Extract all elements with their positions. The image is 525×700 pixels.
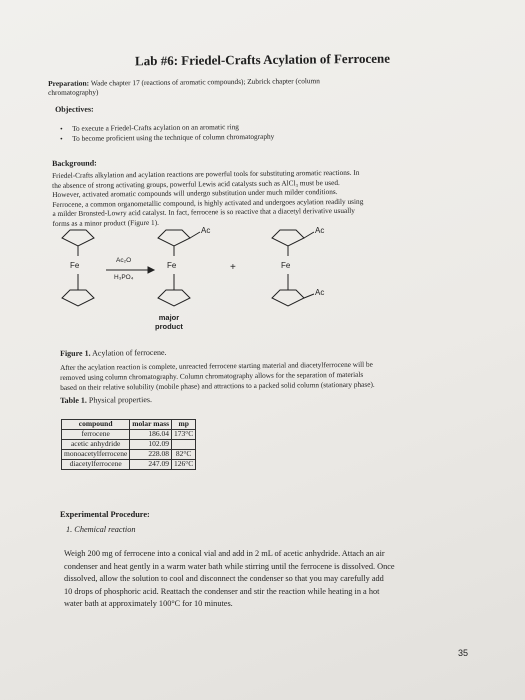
column-header: mp xyxy=(172,420,196,430)
preparation-text-line-1: Wade chapter 17 (reactions of aromatic compounds); Zubrick chapter (column xyxy=(90,76,320,88)
table-header-row xyxy=(62,420,196,430)
table-cell: ferrocene xyxy=(62,430,130,440)
physical-properties-table xyxy=(61,419,196,470)
text-line: removed using column chromatography. Column chromatography allows for the separation of materials xyxy=(60,369,364,382)
text-line: Weigh 200 mg of ferrocene into a conical vial and add in 2 mL of acetic anhydride. Attach an air xyxy=(64,549,385,558)
preparation-label: Preparation: xyxy=(48,78,90,88)
bullet-icon: • xyxy=(60,123,63,133)
table-cell: diacetylferrocene xyxy=(62,460,130,470)
bullet-icon: • xyxy=(60,133,63,143)
table-cell xyxy=(172,440,196,450)
table-cell: 82°C xyxy=(172,450,196,460)
text-line: a milder Bronsted-Lowry acid catalyst. In fact, ferrocene is so reactive that a diacetyl derivative usually xyxy=(52,206,355,219)
text-line: forms as a minor product (Figure 1). xyxy=(52,217,159,228)
acetyl-label: Ac xyxy=(315,288,325,297)
table-caption-text: Physical properties. xyxy=(88,395,153,405)
table-caption xyxy=(60,395,152,405)
acetyl-label: Ac xyxy=(201,226,211,235)
text-line: However, activated aromatic compounds will undergo substitution under much milder conditions. xyxy=(52,187,338,200)
figure-caption-label: Figure 1. xyxy=(60,348,91,358)
table-row xyxy=(62,440,196,450)
reagent-acetic-anhydride: Ac₂O xyxy=(116,257,132,264)
text-line: water bath at approximately 100°C for 10 minutes. xyxy=(64,599,233,608)
ferrocene-structures-drawing xyxy=(60,226,380,336)
page-number: 35 xyxy=(458,648,469,658)
table-cell: 173°C xyxy=(172,430,196,440)
major-label-line-2: product xyxy=(155,322,183,331)
plus-sign: + xyxy=(230,262,236,273)
chromatography-paragraph xyxy=(60,359,478,393)
table-caption-label: Table 1. xyxy=(60,395,87,405)
table-cell: monoacetylferrocene xyxy=(62,450,130,460)
page-title: Lab #6: Friedel-Crafts Acylation of Ferrocene xyxy=(134,50,391,69)
column-header: molar mass xyxy=(130,420,172,430)
procedure-paragraph xyxy=(64,548,480,611)
table-cell: 186.04 xyxy=(130,430,172,440)
iron-label: Fe xyxy=(70,261,80,270)
table-cell: 102.09 xyxy=(130,440,172,450)
text-line: Friedel-Crafts alkylation and acylation reactions are powerful tools for substituting aromatic reactions. In xyxy=(52,167,360,180)
figure-caption xyxy=(60,348,167,359)
column-header: compound xyxy=(62,420,130,430)
background-heading: Background: xyxy=(52,158,97,168)
background-paragraph xyxy=(52,167,471,229)
text-line: Ferrocene, a common organometallic compound, is highly activated and undergoes acylation readily using xyxy=(52,196,364,209)
text-line: the absence of strong activating groups, powerful Lewis acid catalysts such as AlCl₃ must be used. xyxy=(52,177,340,190)
text-line: based on their relative solubility (mobile phase) and attractions to a packed solid column (stationary phase). xyxy=(60,379,375,392)
objective-text: To become proficient using the technique of column chromatography xyxy=(72,131,275,143)
reagent-phosphoric-acid: H₃PO₄ xyxy=(114,274,134,281)
preparation-text-line-2: chromatography) xyxy=(48,87,99,98)
table-row xyxy=(62,450,196,460)
table-row xyxy=(62,430,196,440)
table-cell: 247.09 xyxy=(130,460,172,470)
acetyl-label: Ac xyxy=(315,226,325,235)
figure-caption-text: Acylation of ferrocene. xyxy=(92,347,167,358)
text-line: 10 drops of phosphoric acid. Reattach the condenser and stir the reaction while heating in a hot xyxy=(64,586,380,596)
chemical-reaction-subheading: 1. Chemical reaction xyxy=(66,525,136,534)
major-product-label xyxy=(155,313,183,331)
reaction-scheme xyxy=(60,226,380,336)
iron-label: Fe xyxy=(167,261,177,270)
iron-label: Fe xyxy=(281,261,291,270)
table-cell: acetic anhydride xyxy=(62,440,130,450)
text-line: After the acylation reaction is complete, unreacted ferrocene starting material and diacetylferrocene will be xyxy=(60,359,373,372)
table-cell: 228.08 xyxy=(130,450,172,460)
objective-text: To execute a Friedel-Crafts acylation on an aromatic ring xyxy=(71,122,239,133)
objectives-list xyxy=(60,120,420,143)
experimental-heading: Experimental Procedure: xyxy=(60,510,150,519)
major-label-line-1: major xyxy=(158,313,180,322)
text-line: dissolved, allow the solution to cool and disconnect the condenser so that you may carefully add xyxy=(64,574,384,583)
text-line: condenser and heat gently in a warm water bath while stirring until the ferrocene is dissolved. Once xyxy=(64,561,395,571)
table-cell: 126°C xyxy=(172,460,196,470)
objectives-heading: Objectives: xyxy=(55,104,94,114)
preparation-section xyxy=(48,74,488,97)
table-row xyxy=(62,460,196,470)
